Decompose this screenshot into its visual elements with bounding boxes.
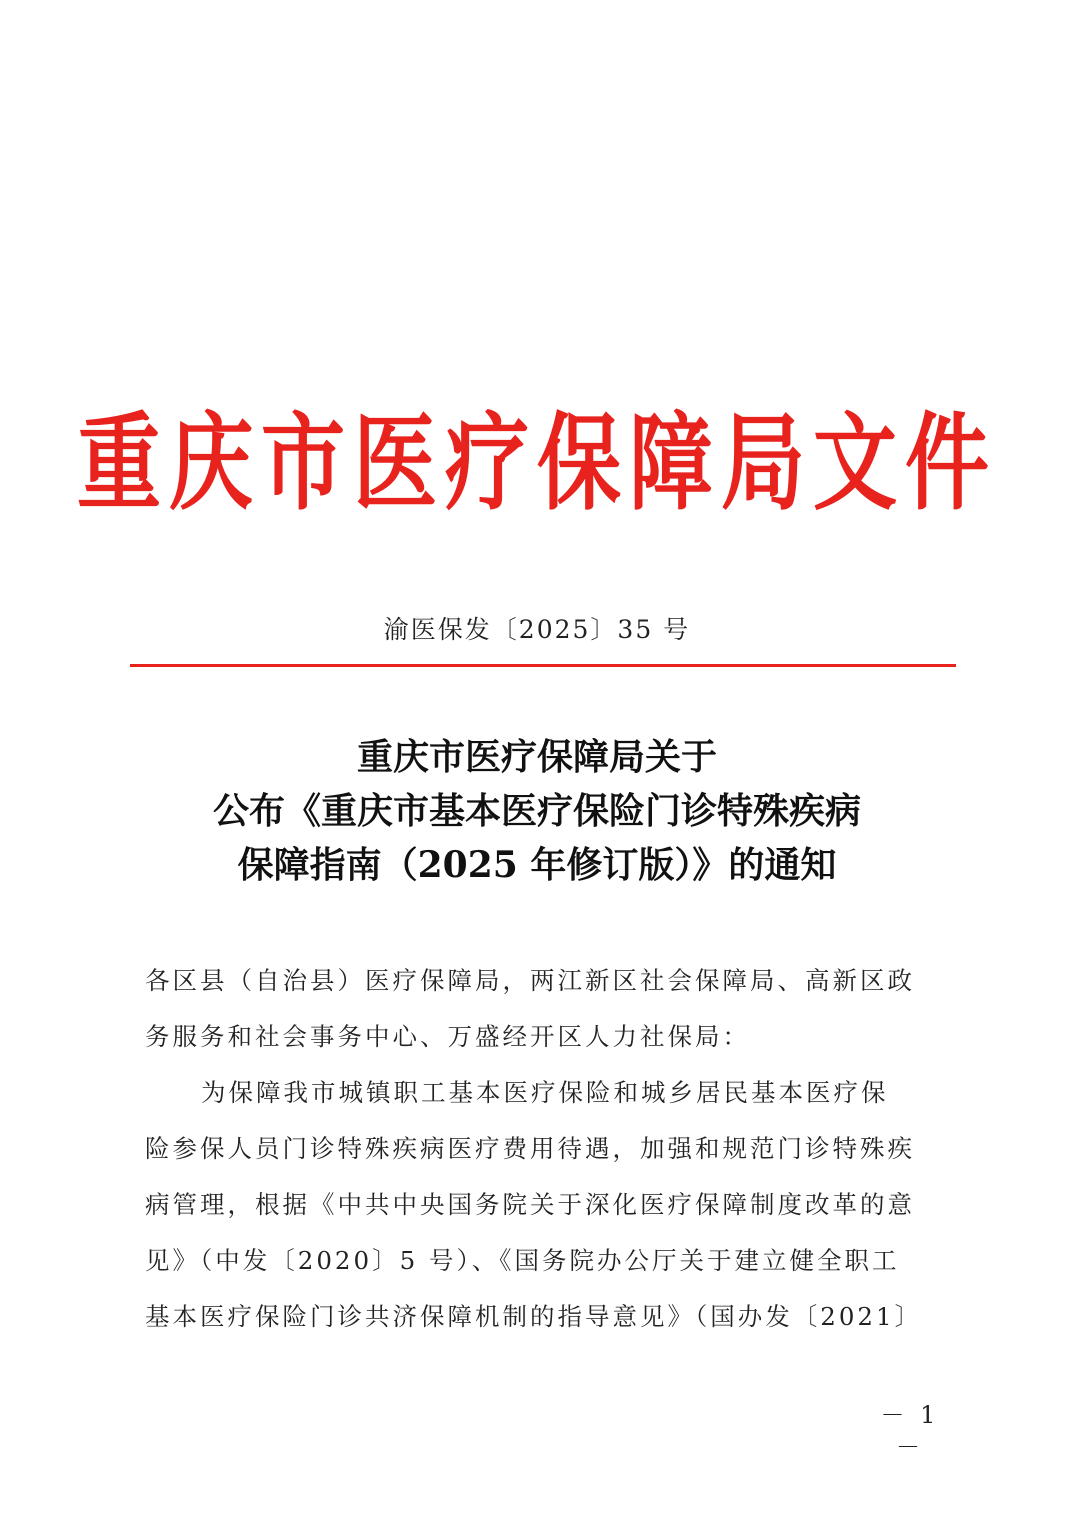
notice-title	[90, 730, 984, 892]
body-line: 基本医疗保险门诊共济保障机制的指导意见》（国办发〔2021〕	[145, 1302, 923, 1331]
body-line: 病管理，根据《中共中央国务院关于深化医疗保障制度改革的意	[145, 1190, 915, 1219]
title-line: 公布《重庆市基本医疗保险门诊特殊疾病	[212, 790, 861, 832]
body-line: 务服务和社会事务中心、万盛经开区人力社保局：	[145, 1022, 750, 1051]
body-line: 为保障我市城镇职工基本医疗保险和城乡居民基本医疗保	[201, 1078, 889, 1107]
body-line: 各区县（自治县）医疗保障局，两江新区社会保障局、高新区政	[145, 966, 915, 995]
body-line: 险参保人员门诊特殊疾病医疗费用待遇，加强和规范门诊特殊疾	[145, 1134, 915, 1163]
document-number: 渝医保发〔2025〕35 号	[383, 615, 691, 644]
red-divider-line	[130, 664, 956, 667]
title-line: 保障指南（2025 年修订版）》的通知	[237, 844, 837, 886]
document-masthead: 重庆市医疗保障局文件	[76, 401, 997, 525]
body-paragraphs	[145, 953, 945, 1345]
page-number: － 1 －	[880, 1401, 940, 1461]
title-line: 重庆市医疗保障局关于	[356, 736, 717, 778]
body-line: 见》（中发〔2020〕5 号）、《国务院办公厅关于建立健全职工	[145, 1246, 900, 1275]
